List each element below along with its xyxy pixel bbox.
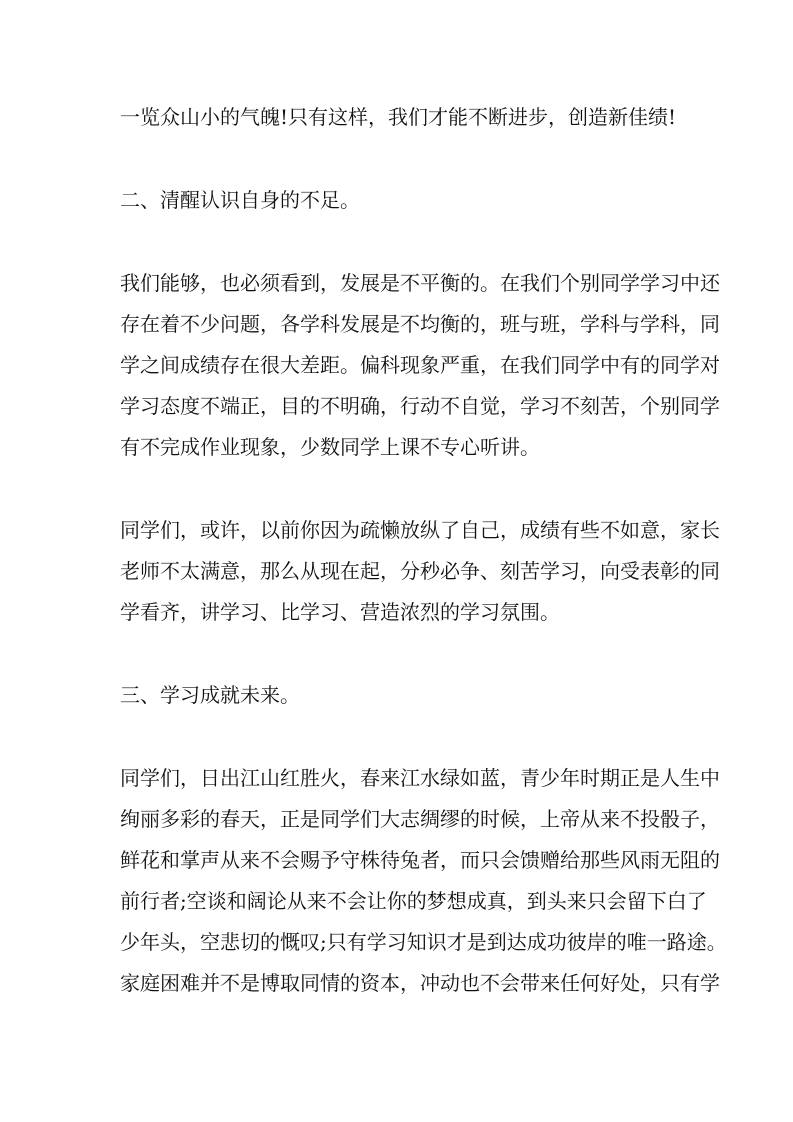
section-heading-2: 二、清醒认识自身的不足。 [120, 188, 360, 212]
paragraph-line: 学之间成绩存在很大差距。偏科现象严重，在我们同学中有的同学对 [120, 353, 720, 377]
paragraph-line: 一览众山小的气魄!只有这样，我们才能不断进步，创造新佳绩! [120, 105, 677, 129]
paragraph-line: 前行者;空谈和阔论从来不会让你的梦想成真，到头来只会留下白了 [120, 889, 707, 913]
paragraph-line: 学习态度不端正，目的不明确，行动不自觉，学习不刻苦，个别同学 [120, 394, 720, 418]
paragraph-line: 少年头，空悲切的慨叹;只有学习知识才是到达成功彼岸的唯一路途。 [120, 930, 727, 954]
section-heading-3: 三、学习成就未来。 [120, 683, 300, 707]
paragraph-line: 老师不太满意，那么从现在起，分秒必争、刻苦学习，向受表彰的同 [120, 559, 720, 583]
paragraph-line: 同学们，日出江山红胜火，春来江水绿如蓝，青少年时期正是人生中 [120, 766, 720, 790]
paragraph-line: 同学们，或许，以前你因为疏懒放纵了自己，成绩有些不如意，家长 [120, 518, 720, 542]
paragraph-line: 存在着不少问题，各学科发展是不均衡的，班与班，学科与学科，同 [120, 312, 720, 336]
paragraph-line: 绚丽多彩的春天，正是同学们大志绸缪的时候，上帝从来不投骰子， [120, 807, 720, 831]
paragraph-line: 有不完成作业现象，少数同学上课不专心听讲。 [120, 435, 540, 459]
paragraph-line: 家庭困难并不是博取同情的资本，冲动也不会带来任何好处，只有学 [120, 971, 720, 995]
paragraph-line: 学看齐，讲学习、比学习、营造浓烈的学习氛围。 [120, 600, 560, 624]
paragraph-line: 鲜花和掌声从来不会赐予守株待兔者，而只会馈赠给那些风雨无阻的 [120, 848, 720, 872]
paragraph-line: 我们能够，也必须看到，发展是不平衡的。在我们个别同学学习中还 [120, 271, 720, 295]
